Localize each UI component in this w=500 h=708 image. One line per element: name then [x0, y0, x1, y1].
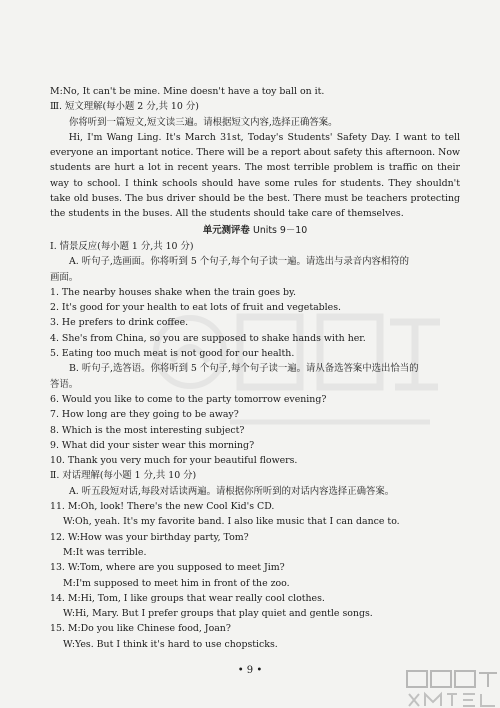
sentence-item: 7. How long are they going to be away? — [50, 409, 239, 421]
dialogue-line: 12. W:How was your birthday party, Tom? — [50, 531, 249, 543]
section-instruction-cont: 答语。 — [50, 378, 79, 390]
sentence-item: 5. Eating too much meat is not good for our health. — [50, 348, 295, 360]
section-heading: Ⅰ. 情景反应(每小题 1 分,共 10 分) — [50, 240, 194, 252]
dialogue-line: W:Oh, yeah. It's my favorite band. I also like music that I can dance to. — [63, 516, 400, 528]
section-instruction: B. 听句子,选答语。你将听到 5 个句子,每个句子读一遍。请从备选答案中选出恰当的 — [69, 363, 419, 375]
dialogue-line: W:Yes. But I think it's hard to use chopsticks. — [63, 638, 278, 650]
sentence-item: 2. It's good for your health to eat lots of fruit and vegetables. — [50, 302, 342, 314]
dialogue-line: 15. M:Do you like Chinese food, Joan? — [50, 623, 231, 635]
sentence-item: 4. She's from China, so you are supposed to shake hands with her. — [50, 332, 366, 344]
unit-title-cn: 单元测评卷 — [202, 224, 250, 236]
dialogue-line: M:No, It can't be mine. Mine doesn't have a toy ball on it. — [50, 86, 325, 97]
passage-paragraph: Hi, I'm Wang Ling. It's March 31st, Today's Students' Safety Day. I want to tell everyone an important notice. There will be a report about safety this afternoon. Now students are hurt a lot in recent years. The most terrible problem is traffic on their way to school. I think schools should have some rules for students. They shouldn't take old buses. The bus driver should be the best. There must be teachers protecting the students in the buses. All the students should take care of themselves. — [50, 131, 460, 220]
unit-title-en: Units 9－10 — [252, 224, 308, 236]
section-heading: Ⅱ. 对话理解(每小题 1 分,共 10 分) — [50, 470, 197, 482]
sentence-item: 1. The nearby houses shake when the train goes by. — [50, 286, 297, 298]
sentence-item: 6. Would you like to come to the party tomorrow evening? — [50, 393, 327, 405]
sentence-item: 8. Which is the most interesting subject? — [50, 424, 245, 436]
dialogue-line: W:Hi, Mary. But I prefer groups that play quiet and gentle songs. — [63, 608, 373, 620]
page-number: • 9 • — [237, 665, 263, 676]
dialogue-line: M:I'm supposed to meet him in front of the zoo. — [63, 577, 290, 589]
sentence-item: 3. He prefers to drink coffee. — [50, 317, 189, 329]
dialogue-line: 13. W:Tom, where are you supposed to meet Jim? — [50, 562, 285, 574]
unit-title — [50, 223, 460, 238]
dialogue-line: 11. M:Oh, look! There's the new Cool Kid's CD. — [50, 501, 275, 513]
page-content — [50, 84, 460, 652]
section-instruction-cont: 画面。 — [50, 271, 79, 283]
sentence-item: 9. What did your sister wear this morning? — [50, 439, 255, 451]
dialogue-line: 14. M:Hi, Tom, I like groups that wear really cool clothes. — [50, 592, 325, 604]
section-instruction: A. 听五段短对话,每段对话读两遍。请根据你所听到的对话内容选择正确答案。 — [69, 485, 395, 497]
section-instruction: 你将听到一篇短文,短文读三遍。请根据短文内容,选择正确答案。 — [69, 116, 338, 128]
section-heading: Ⅲ. 短文理解(每小题 2 分,共 10 分) — [50, 101, 199, 113]
dialogue-line: M:It was terrible. — [63, 546, 147, 558]
sentence-item: 10. Thank you very much for your beautiful flowers. — [50, 455, 298, 467]
section-instruction: A. 听句子,选画面。你将听到 5 个句子,每个句子读一遍。请选出与录音内容相符的 — [69, 256, 409, 268]
